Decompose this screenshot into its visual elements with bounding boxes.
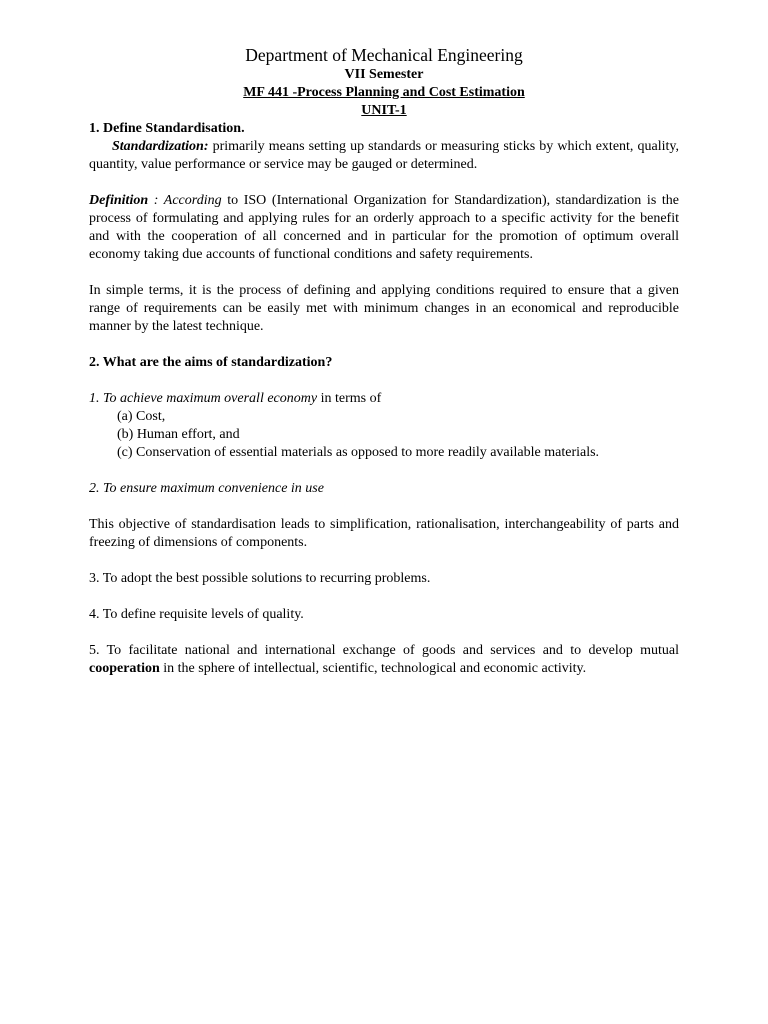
standardization-paragraph	[89, 138, 679, 174]
standardization-term: Standardization:	[112, 139, 209, 154]
semester-line: VII Semester	[344, 67, 424, 82]
aim-5-part-a: 5. To facilitate national and international exchange of goods and services and to develop mutual	[89, 643, 679, 658]
aim-5	[89, 642, 679, 678]
definition-label: Definition	[89, 193, 149, 208]
definition-text: to ISO (International Organization for Standardization), standardization is the process of formulating and applying rules for an orderly approach to a specific activity for the benefit and with the cooperation of all concerned and in particular for the promotion of optimum overall economy taking due accounts of functional conditions and safety requirements.	[89, 193, 679, 262]
document-header	[89, 44, 679, 120]
aim-1-item-a: (a) Cost,	[117, 409, 166, 424]
unit-title: UNIT-1	[361, 103, 407, 118]
course-title: MF 441 -Process Planning and Cost Estimation	[243, 85, 525, 100]
aim-1	[89, 390, 679, 408]
aim-2-explanation: This objective of standardisation leads to simplification, rationalisation, interchangeability of parts and freezing of dimensions of components.	[89, 517, 679, 550]
standardization-text: primarily means setting up standards or measuring sticks by which extent, quality, quantity, value performance or service may be gauged or determined.	[89, 139, 679, 172]
aim-3: 3. To adopt the best possible solutions to recurring problems.	[89, 571, 431, 586]
aim-5-cooperation: cooperation	[89, 661, 160, 676]
simple-terms-paragraph: In simple terms, it is the process of defining and applying conditions required to ensure that a given range of requirements can be easily met with minimum changes in an economical and reproducible manner by the latest technique.	[89, 283, 679, 334]
aim-1-italic: 1. To achieve maximum overall economy	[89, 391, 318, 406]
aim-1-item-c: (c) Conservation of essential materials as opposed to more readily available materials.	[117, 445, 600, 460]
aim-4: 4. To define requisite levels of quality.	[89, 607, 304, 622]
aim-2: 2. To ensure maximum convenience in use	[89, 481, 324, 496]
aim-1-rest: in terms of	[317, 391, 382, 406]
question-1-heading: 1. Define Standardisation.	[89, 121, 245, 136]
aim-1-item-b: (b) Human effort, and	[117, 427, 240, 442]
definition-paragraph	[89, 192, 679, 264]
aim-5-part-b: in the sphere of intellectual, scientific, technological and economic activity.	[159, 661, 587, 676]
question-2-heading: 2. What are the aims of standardization?	[89, 355, 333, 370]
definition-according: : According	[148, 193, 222, 208]
department-title: Department of Mechanical Engineering	[245, 45, 523, 65]
